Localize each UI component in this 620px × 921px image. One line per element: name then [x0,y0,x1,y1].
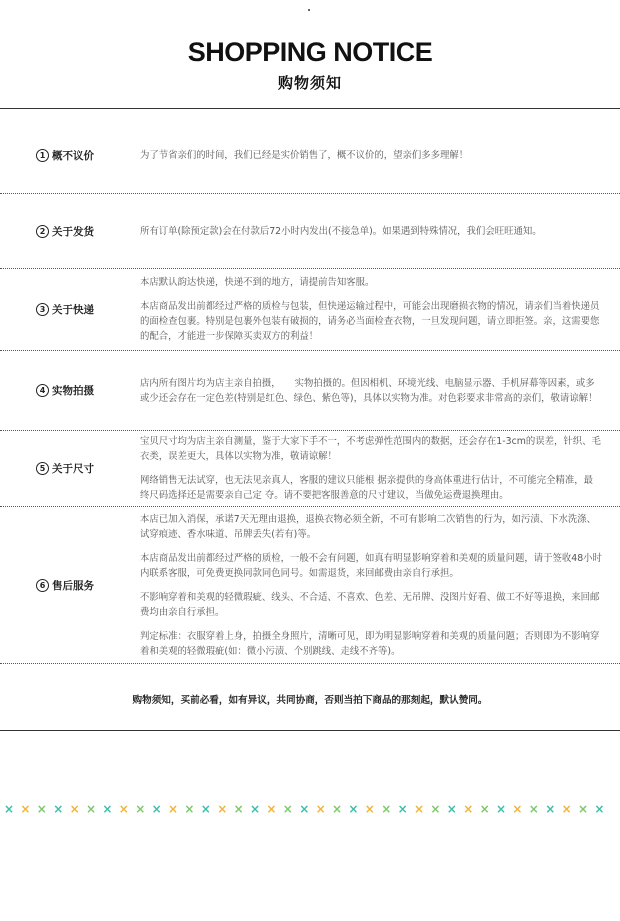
section-real-photos [0,351,620,431]
section-title: 关于发货 [52,225,94,238]
x-mark-icon: × [512,802,523,816]
x-mark-icon: × [168,802,179,816]
section-paragraph: 本店已加入消保，承诺7天无理由退换，退换衣物必须全新，不可有影响二次销售的行为，如污渍、下水洗涤、 试穿痕迹、香水味道、吊牌丢失(若有)等。 [140,513,596,540]
section-body [140,118,602,193]
decorative-x-row [0,801,620,817]
section-number-icon: 3 [36,303,49,316]
section-paragraph: 店内所有图片均为店主亲自拍摄， 实物拍摄的。但因相机、环境光线、电脑显示器、手机屏幕等因素，或多或少还会存在一定色差(特别是红色、绿色、紫色等)，具体以实物为准。对色彩要求非常高的亲们，敬请谅解！ [140,377,598,404]
section-body [140,431,602,506]
section-title: 售后服务 [52,579,94,592]
page-title-cn: 购物须知 [277,74,342,92]
section-number-icon: 1 [36,149,49,162]
section-paragraph: 本店商品发出前都经过严格的质检，一般不会有问题，如真有明显影响穿着和美观的质量问题，请于签收48小时内联系客服，可免费更换同款同色同号。如需退货，来回邮费由亲自行承担。 [140,552,602,579]
x-mark-icon: × [200,802,211,816]
x-mark-icon: × [332,802,343,816]
x-mark-icon: × [266,802,277,816]
section-label [36,351,94,430]
section-label [36,507,94,663]
section-sizing [0,431,620,507]
section-body [140,351,602,430]
x-mark-icon: × [53,802,64,816]
section-after-sales [0,507,620,664]
section-title: 关于快递 [52,304,94,316]
x-mark-icon: × [496,802,507,816]
x-mark-icon: × [118,802,129,816]
section-body [140,507,602,663]
x-mark-icon: × [102,802,113,816]
section-paragraph: 为了节省亲们的时间，我们已经是实价销售了，概不议价的，望亲们多多理解！ [140,150,469,161]
notice-sections [0,118,620,664]
section-paragraph: 判定标准：衣服穿着上身，拍摄全身照片，清晰可见，即为明显影响穿着和美观的质量问题；否则即为不影响穿着和美观的轻微瑕疵(如：微小污渍、个别跳线、走线不齐等)。 [140,630,600,657]
x-mark-icon: × [545,802,556,816]
section-paragraph: 不影响穿着和美观的轻微瑕疵、线头、不合适、不喜欢、色差、无吊牌、没图片好看、做工不好等退换，来回邮费均由亲自行承担。 [140,591,600,618]
x-mark-icon: × [381,802,392,816]
x-mark-icon: × [315,802,326,816]
x-mark-icon: × [594,802,605,816]
x-mark-icon: × [151,802,162,816]
section-shipping [0,194,620,269]
section-number-icon: 2 [36,225,49,238]
section-label [36,269,94,350]
x-mark-icon: × [561,802,572,816]
x-mark-icon: × [250,802,261,816]
top-divider [0,108,620,109]
x-mark-icon: × [430,802,441,816]
section-label [36,118,94,193]
section-title: 概不议价 [52,150,94,162]
x-mark-icon: × [364,802,375,816]
x-mark-icon: × [397,802,408,816]
x-mark-icon: × [217,802,228,816]
x-mark-icon: × [299,802,310,816]
x-mark-icon: × [528,802,539,816]
x-mark-icon: × [233,802,244,816]
section-number-icon: 6 [36,579,49,592]
page-title-en: SHOPPING NOTICE [187,37,433,67]
section-paragraph: 本店商品发出前都经过严格的质检与包装，但快递运输过程中，可能会出现磨损衣物的情况，请亲们当着快递员的面检查包裹。特别是包裹外包装有破损的，请务必当面检查衣物，一旦发现问题，请立即拒签。亲，这需要您的配合，才能进一步保障买卖双方的利益！ [140,301,600,342]
section-title: 实物拍摄 [52,385,94,397]
section-body [140,194,602,268]
section-title: 关于尺寸 [52,463,94,475]
section-no-bargain [0,118,620,194]
x-mark-icon: × [479,802,490,816]
section-number-icon: 4 [36,384,49,397]
x-mark-icon: × [135,802,146,816]
section-paragraph: 所有订单(除预定款)会在付款后72小时内发出(不接急单)。如果遇到特殊情况，我们会旺旺通知。 [140,225,542,237]
x-mark-icon: × [348,802,359,816]
x-mark-icon: × [578,802,589,816]
section-label [36,431,94,506]
x-mark-icon: × [414,802,425,816]
section-body [140,269,602,350]
x-mark-icon: × [86,802,97,816]
x-mark-icon: × [282,802,293,816]
x-mark-icon: × [20,802,31,816]
section-paragraph: 网络销售无法试穿，也无法见亲真人，客服的建议只能根 据亲提供的身高体重进行估计，不可能完全精准，最终尺码选择还是需要亲自己定 夺。请不要把客服善意的尺寸建议，当做免运费退换理由。 [140,475,593,501]
x-mark-icon: × [69,802,80,816]
section-number-icon: 5 [36,462,49,475]
footer-note: 购物须知，买前必看，如有异议，共同协商，否则当拍下商品的那刻起，默认赞同。 [132,695,488,706]
bottom-divider [0,730,620,731]
section-courier [0,269,620,351]
page-header [0,36,620,92]
x-mark-icon: × [463,802,474,816]
x-mark-icon: × [184,802,195,816]
x-mark-icon: × [36,802,47,816]
top-dot [308,9,310,11]
section-label [36,194,94,268]
x-mark-icon: × [4,802,15,816]
x-mark-icon: × [446,802,457,816]
section-paragraph: 本店默认韵达快递，快递不到的地方，请提前告知客服。 [140,277,375,288]
section-paragraph: 宝贝尺寸均为店主亲自测量，鉴于大家下手不一，不考虑弹性范围内的数据，还会存在1-3cm的误差，针织、毛衣类，误差更大，具体以实物为准，敬请谅解！ [140,436,601,462]
